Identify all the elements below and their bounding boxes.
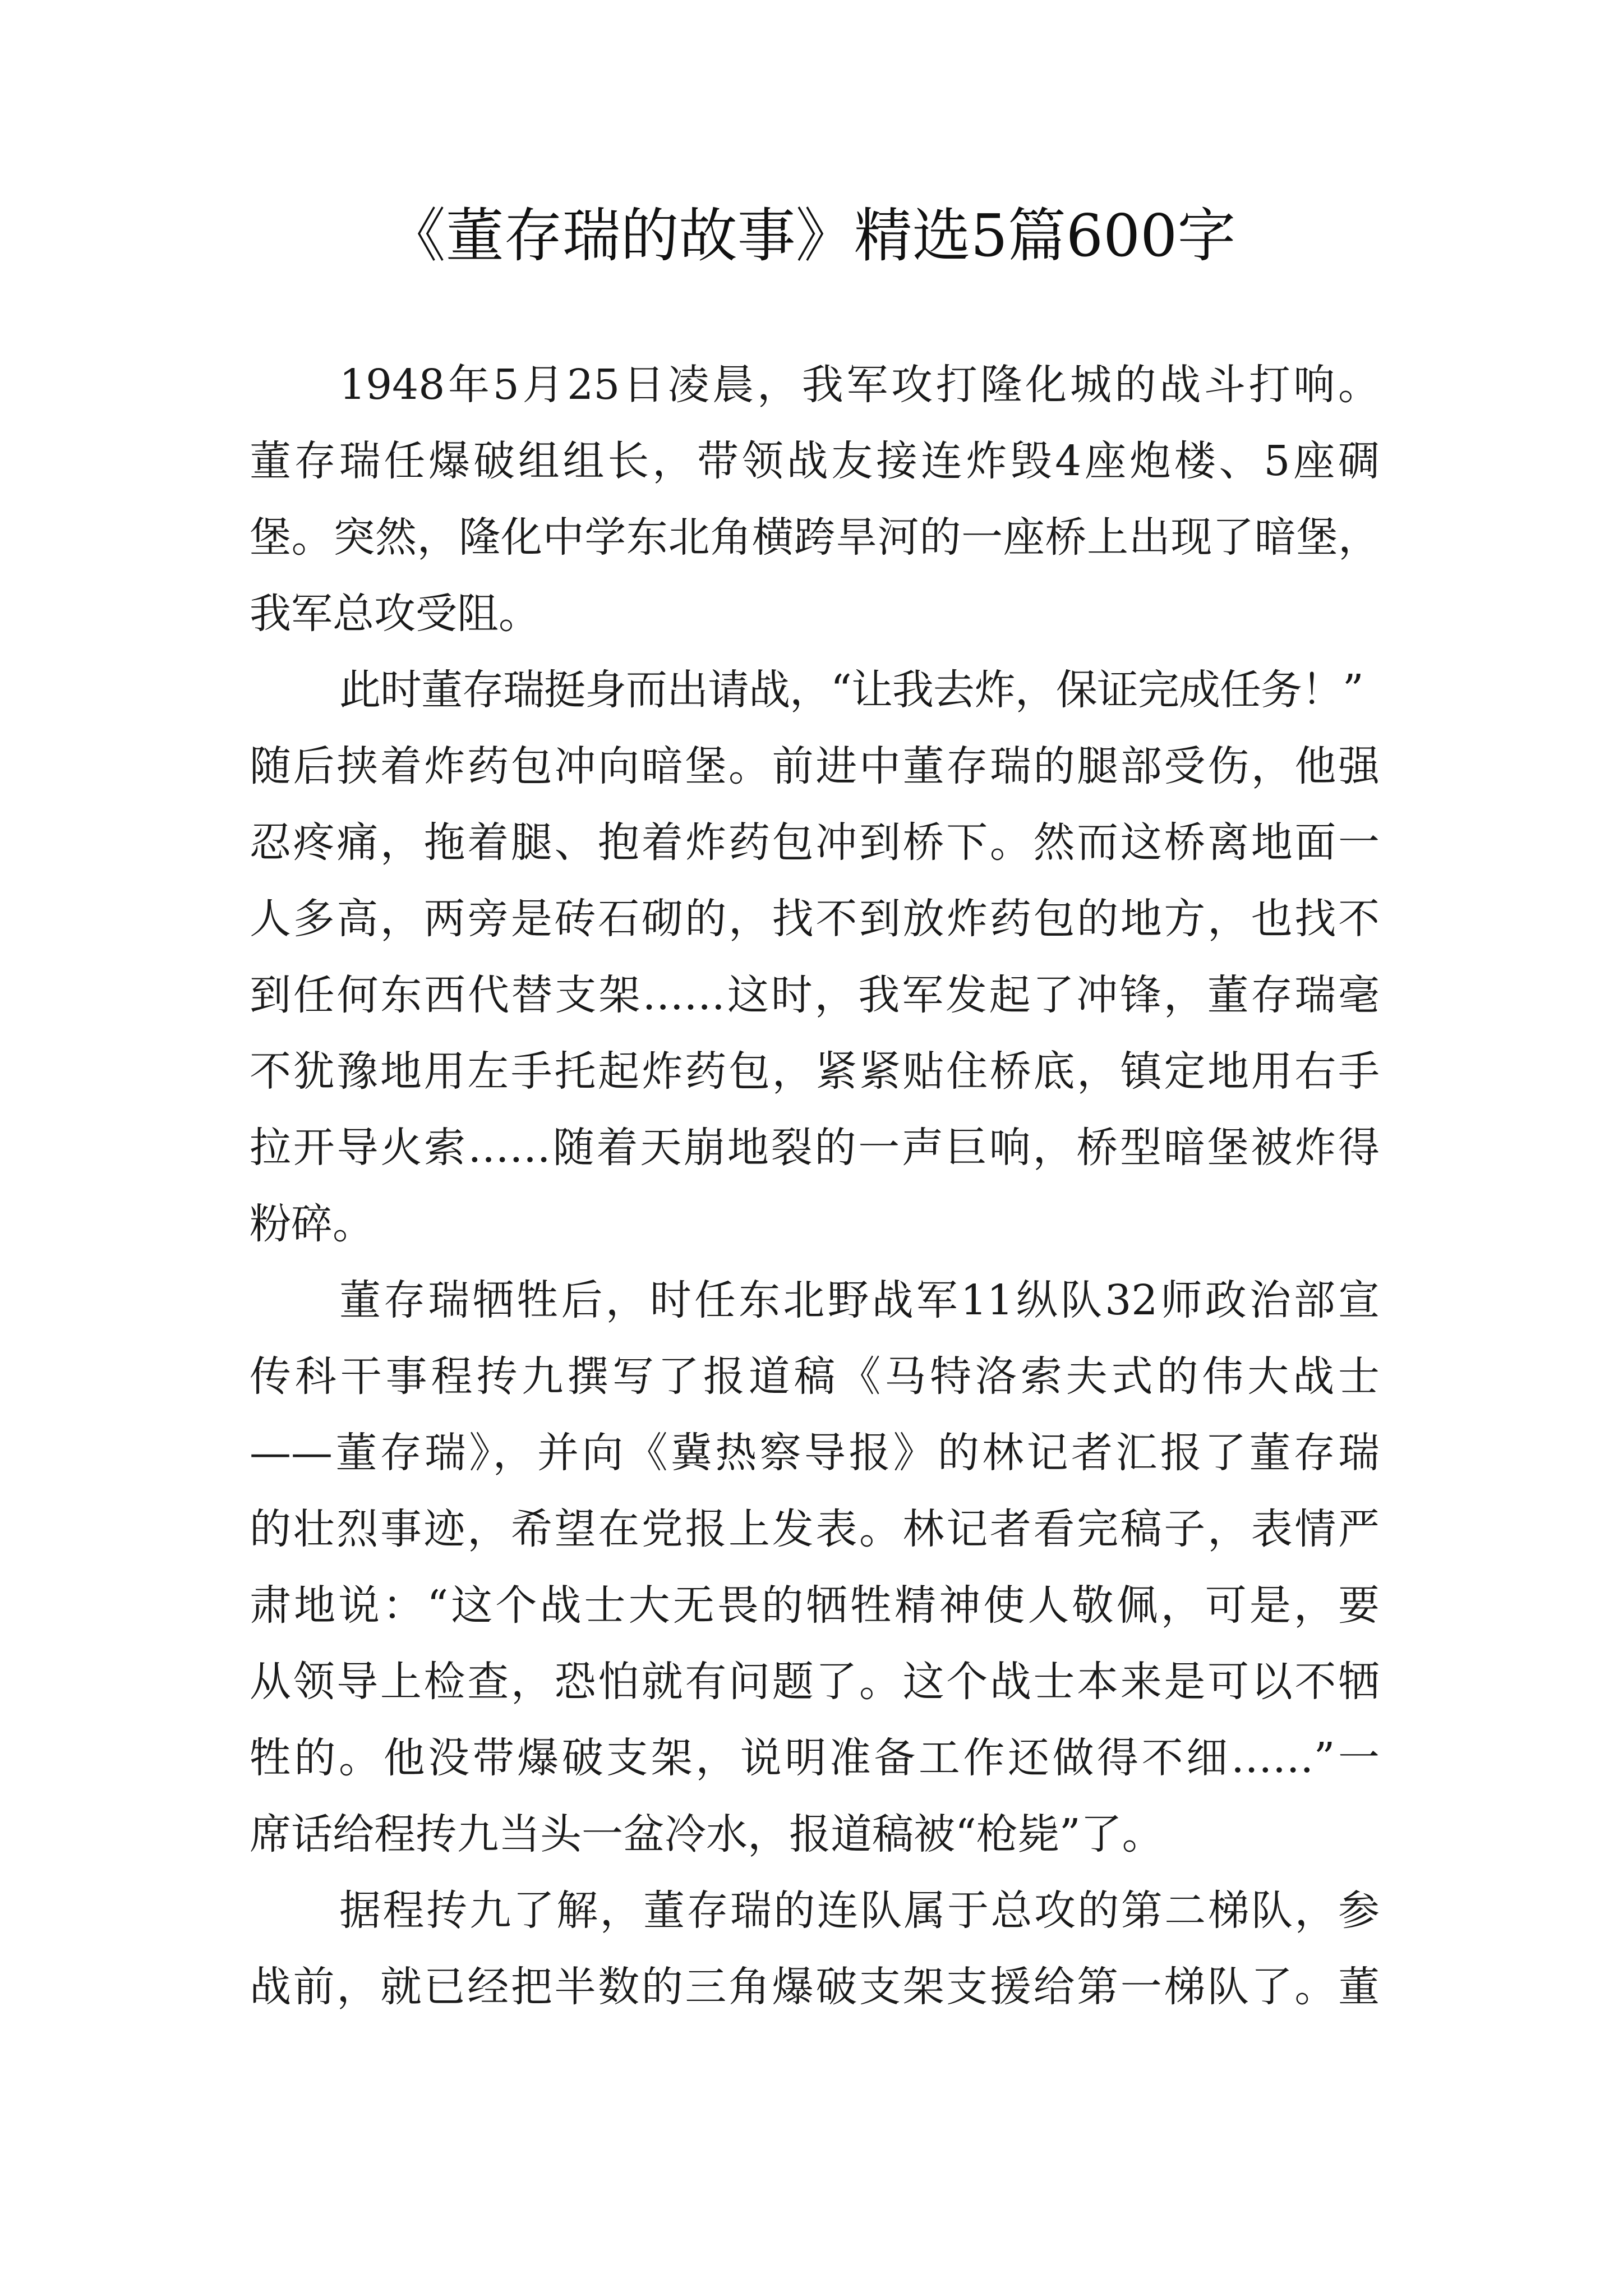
- text-line: 到任何东西代替支架……这时，我军发起了冲锋，董存瑞毫: [250, 971, 1380, 1019]
- text-line: 忍疼痛，拖着腿、抱着炸药包冲到桥下。然而这桥离地面一: [250, 818, 1380, 867]
- text-line: 董存瑞牺牲后，时任东北野战军11纵队32师政治部宣: [339, 1276, 1380, 1324]
- text-line: 牲的。他没带爆破支架，说明准备工作还做得不细……”一: [250, 1734, 1380, 1782]
- text-line: 我军总攻受阻。: [250, 590, 540, 638]
- text-line: 传科干事程抟九撰写了报道稿《马特洛索夫式的伟大战士: [250, 1352, 1380, 1401]
- text-line: 拉开导火索……随着天崩地裂的一声巨响，桥型暗堡被炸得: [250, 1124, 1380, 1172]
- text-line: 据程抟九了解，董存瑞的连队属于总攻的第二梯队，参: [339, 1887, 1380, 1935]
- document-title: 《董存瑞的故事》精选5篇600字: [387, 201, 1236, 270]
- text-line: 此时董存瑞挺身而出请战，“让我去炸，保证完成任务！”: [339, 666, 1363, 714]
- document-body: [250, 347, 1380, 2025]
- text-line: 随后挟着炸药包冲向暗堡。前进中董存瑞的腿部受伤，他强: [250, 742, 1380, 790]
- text-line: 席话给程抟九当头一盆冷水，报道稿被“枪毙”了。: [250, 1810, 1164, 1858]
- text-line: 肃地说：“这个战士大无畏的牺牲精神使人敬佩，可是，要: [250, 1581, 1380, 1630]
- text-line: 董存瑞任爆破组组长，带领战友接连炸毁4座炮楼、5座碉: [250, 437, 1380, 485]
- text-line: 从领导上检查，恐怕就有问题了。这个战士本来是可以不牺: [250, 1658, 1380, 1706]
- text-line: 1948年5月25日凌晨，我军攻打隆化城的战斗打响。: [339, 361, 1380, 409]
- text-line: ——董存瑞》，并向《冀热察导报》的林记者汇报了董存瑞: [250, 1429, 1380, 1477]
- text-line: 战前，就已经把半数的三角爆破支架支援给第一梯队了。董: [250, 1963, 1380, 2011]
- text-line: 堡。突然，隆化中学东北角横跨旱河的一座桥上出现了暗堡，: [250, 513, 1380, 562]
- text-line: 的壮烈事迹，希望在党报上发表。林记者看完稿子，表情严: [250, 1505, 1380, 1553]
- text-line: 粉碎。: [250, 1200, 374, 1248]
- text-line: 不犹豫地用左手托起炸药包，紧紧贴住桥底，镇定地用右手: [250, 1047, 1380, 1096]
- text-line: 人多高，两旁是砖石砌的，找不到放炸药包的地方，也找不: [250, 895, 1380, 943]
